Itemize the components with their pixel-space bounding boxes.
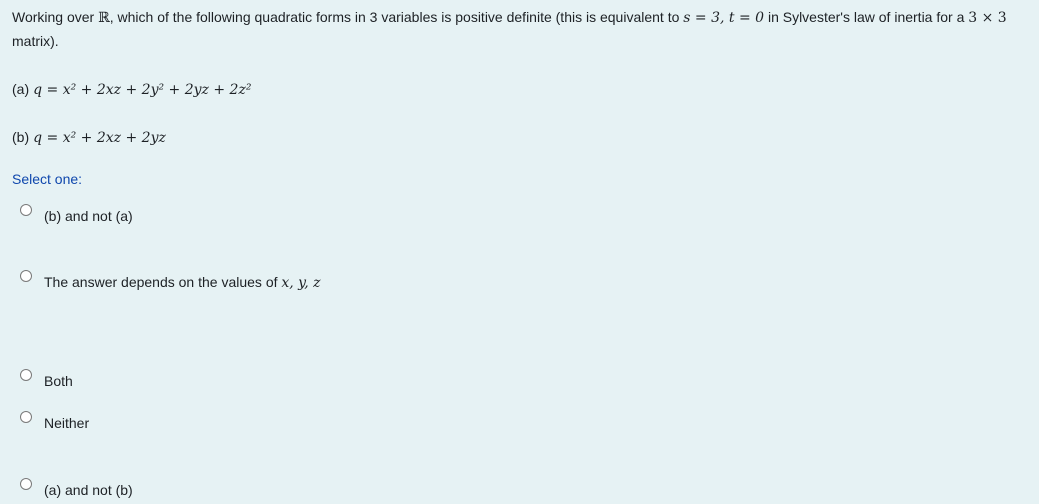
- question-text: [12, 6, 1027, 53]
- part-a-label: (a): [12, 81, 30, 97]
- matrix-size: 3 × 3: [968, 10, 1007, 26]
- answer-option-label[interactable]: The answer depends on the values of x, y, z: [44, 274, 321, 291]
- part-b-expression: q = x² + 2xz + 2yz: [33, 130, 166, 146]
- question-line-1: Working over ℝ, which of the following quadratic forms in 3 variables is positive definite (this is equivalent to s = 3, t = 0 in Sylvester's law of inertia for a 3 × 3: [12, 9, 1007, 26]
- part-b: [12, 127, 166, 148]
- question-line-2: matrix).: [12, 33, 59, 49]
- answer-option-depends[interactable]: [20, 270, 620, 294]
- variables-math: x, y, z: [281, 275, 321, 291]
- answer-option-neither[interactable]: [20, 411, 620, 435]
- radio-button[interactable]: [20, 369, 32, 381]
- part-a-expression: q = x² + 2xz + 2y² + 2yz + 2z²: [33, 82, 252, 98]
- radio-button[interactable]: [20, 411, 32, 423]
- radio-button[interactable]: [20, 204, 32, 216]
- answer-option-both[interactable]: [20, 369, 620, 393]
- answer-option-a-not-b[interactable]: [20, 478, 620, 502]
- answer-option-b-not-a[interactable]: [20, 204, 620, 228]
- answer-option-label[interactable]: Neither: [44, 415, 90, 431]
- inertia-condition: s = 3, t = 0: [683, 10, 765, 26]
- real-numbers-symbol: ℝ: [98, 10, 110, 26]
- answer-option-label[interactable]: Both: [44, 373, 73, 389]
- radio-button[interactable]: [20, 270, 32, 282]
- answer-option-label[interactable]: (b) and not (a): [44, 208, 133, 224]
- answer-option-label[interactable]: (a) and not (b): [44, 482, 133, 498]
- part-a: [12, 79, 251, 100]
- part-b-label: (b): [12, 129, 30, 145]
- radio-button[interactable]: [20, 478, 32, 490]
- select-one-prompt: Select one:: [12, 171, 83, 187]
